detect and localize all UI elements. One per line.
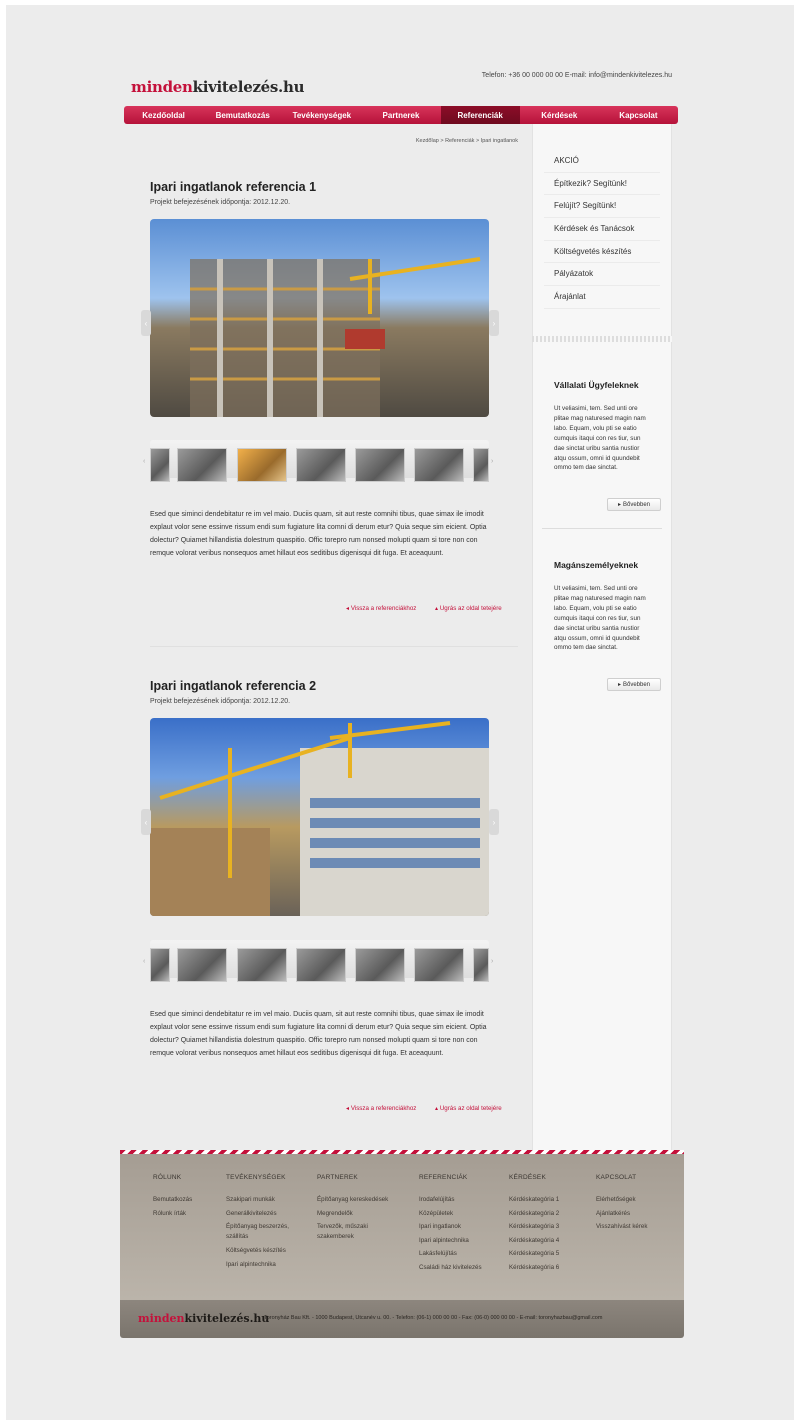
- slider-prev-arrow[interactable]: [141, 310, 151, 336]
- footer-link[interactable]: Ipari alpintechnika: [419, 1236, 469, 1244]
- footer-link[interactable]: Rólunk írták: [153, 1209, 187, 1217]
- footer-link[interactable]: Kérdéskategória 1: [509, 1196, 560, 1203]
- chevron-left-icon: ‹: [144, 318, 148, 328]
- side-box-text: Ut veliasimi, tem. Sed unti ore plitae mag naturesed magin nam labo. Equam, volu pti se eatio cumquis itaqui con res tiur, sun dae sinctat uribu santia nustior atqu ossum, omni id quundebit ommo tem dae sinctat.: [554, 585, 646, 652]
- logo-part-dark: kivitelezés.hu: [192, 78, 305, 96]
- logo-part-dark: kivitelezés.hu: [184, 1312, 270, 1325]
- entry-title: Ipari ingatlanok referencia 2: [150, 679, 317, 693]
- footer-link[interactable]: Kérdéskategória 2: [509, 1209, 560, 1217]
- entry-photo: [150, 219, 489, 417]
- chevron-right-icon: ›: [492, 318, 496, 328]
- footer-link[interactable]: Visszahívást kérek: [596, 1223, 648, 1230]
- side-menu-item-koltsegvetes[interactable]: Költségvetés készítés: [544, 241, 660, 264]
- site-logo[interactable]: [131, 78, 304, 96]
- thumbnail[interactable]: [414, 448, 464, 482]
- play-icon: ▸: [617, 502, 621, 508]
- footer-link[interactable]: Generálkivitelezés: [226, 1209, 277, 1217]
- logo-part-red: minden: [131, 78, 193, 96]
- footer-logo[interactable]: [138, 1312, 269, 1325]
- side-menu-item-epitkezik[interactable]: Építkezik? Segítünk!: [544, 173, 660, 196]
- side-box-vallalati: [544, 380, 664, 473]
- thumbnail-strip: [143, 940, 494, 978]
- footer-bottom-bar: [120, 1300, 684, 1338]
- footer-link[interactable]: Lakásfelújítás: [419, 1250, 457, 1257]
- play-icon: ▸: [617, 682, 621, 688]
- thumbnail[interactable]: [177, 948, 227, 982]
- entry-text: Esed que siminci dendebitatur re im vel maio. Duciis quam, sit aut reste comnihi tibus, quae simax ile imodit explaut volor sene essinve rissum endi sum fugiature lita comni di derum etur? Quia seque sim eicient. Optia dolectur? Quiamet hillandistia dolestrum quaspitio. Offic torepro rum nonsed molupti quam si tore non con remque volorat veribus nonsequos amet hillaut eos seditibus digenisqui dit fuga. Et aceaquunt.: [150, 511, 487, 557]
- nav-item-kerdesek[interactable]: Kérdések: [541, 110, 578, 120]
- footer-address: Toronyház Bau Kft. - 1000 Budapest, Utcanév u. 00. - Telefon: (06-1) 000 00 00 - Fax: (06-0) 000 00 00 - E-mail: toronyhazbau@gmail.com: [264, 1315, 603, 1321]
- header-contact: Telefon: +36 00 000 00 00 E-mail: info@mindenkivitelezes.hu: [481, 72, 672, 79]
- chevron-left-icon: ‹: [144, 817, 148, 827]
- footer-link[interactable]: Kérdéskategória 3: [509, 1223, 560, 1230]
- thumbnail[interactable]: [355, 948, 405, 982]
- nav-item-partnerek[interactable]: Partnerek: [382, 110, 420, 120]
- footer-link[interactable]: Családi ház kivitelezés: [419, 1263, 482, 1271]
- entry-divider: [150, 646, 518, 647]
- footer-column-title: REFERENCIÁK: [419, 1174, 468, 1181]
- side-box-title: Magánszemélyeknek: [554, 560, 639, 570]
- side-menu-item-palyazatok[interactable]: Pályázatok: [544, 263, 660, 286]
- chevron-right-icon[interactable]: ›: [491, 958, 494, 965]
- footer-link[interactable]: Költségvetés készítés: [226, 1247, 286, 1254]
- footer-column-rolunk: [153, 1174, 192, 1220]
- footer-column-title: RÓLUNK: [153, 1174, 182, 1181]
- more-button-maganszemelyek[interactable]: [607, 678, 661, 691]
- footer-link[interactable]: Középületek: [419, 1209, 454, 1217]
- thumbnail[interactable]: [296, 448, 346, 482]
- footer-link[interactable]: Kérdéskategória 6: [509, 1263, 560, 1271]
- footer-column-title: TEVÉKENYSÉGEK: [226, 1174, 286, 1181]
- footer-link[interactable]: Kérdéskategória 4: [509, 1236, 560, 1244]
- main-nav: [124, 106, 678, 124]
- side-box-divider: [542, 528, 662, 529]
- back-to-references-link[interactable]: ◂ Vissza a referenciákhoz: [346, 605, 417, 612]
- more-button-vallalati[interactable]: [607, 498, 661, 511]
- thumbnail[interactable]: [473, 948, 489, 982]
- nav-item-bemutatkozas[interactable]: Bemutatkozás: [215, 110, 270, 120]
- footer-column-title: PARTNEREK: [317, 1174, 358, 1181]
- chevron-left-icon[interactable]: ‹: [143, 958, 146, 965]
- thumbnail[interactable]: [150, 948, 170, 982]
- entry-text: Esed que siminci dendebitatur re im vel maio. Duciis quam, sit aut reste comnihi tibus, quae simax ile imodit explaut volor sene essinve rissum endi sum fugiature lita comni di derum etur? Quia seque sim eicient. Optia dolectur? Quiamet hillandistia dolestrum quaspitio. Offic torepro rum nonsed molupti quam si tore non con remque volorat veribus nonsequos amet hillaut eos seditibus digenisqui dit fuga. Et aceaquunt.: [150, 1011, 487, 1057]
- footer-link[interactable]: Építőanyag beszerzés, szállítás: [226, 1223, 289, 1240]
- back-to-references-link[interactable]: ◂ Vissza a referenciákhoz: [346, 1105, 417, 1112]
- construction-image: [150, 718, 489, 916]
- entry-photo: [150, 718, 489, 916]
- footer-column-referenciak: [419, 1174, 482, 1274]
- back-to-top-link[interactable]: ▴ Ugrás az oldal tetejére: [435, 605, 502, 612]
- side-menu-item-arajanlat[interactable]: Árajánlat: [544, 286, 660, 309]
- entry-title: Ipari ingatlanok referencia 1: [150, 180, 317, 194]
- footer-link[interactable]: Bemutatkozás: [153, 1196, 193, 1203]
- footer: [120, 1154, 684, 1300]
- footer-link[interactable]: Ajánlatkérés: [596, 1209, 631, 1217]
- back-to-top-link[interactable]: ▴ Ugrás az oldal tetejére: [435, 1105, 502, 1112]
- entry-date: Projekt befejezésének időpontja: 2012.12.20.: [150, 199, 291, 206]
- chevron-left-icon[interactable]: ‹: [143, 458, 146, 465]
- footer-link[interactable]: Megrendelők: [317, 1209, 353, 1217]
- footer-link[interactable]: Irodafelújítás: [419, 1196, 455, 1203]
- footer-column-kerdesek: [509, 1174, 559, 1274]
- chevron-right-icon: ›: [492, 817, 496, 827]
- nav-item-referenciak[interactable]: Referenciák: [441, 106, 520, 124]
- logo-part-red: minden: [138, 1312, 185, 1325]
- side-menu-item-felujit[interactable]: Felújít? Segítünk!: [544, 195, 660, 218]
- thumbnail[interactable]: [177, 448, 227, 482]
- footer-column-partnerek: [317, 1174, 403, 1242]
- footer-column-tevekenysegek: [226, 1174, 306, 1271]
- slider-next-arrow[interactable]: [489, 809, 499, 835]
- footer-link[interactable]: Kérdéskategória 5: [509, 1250, 560, 1257]
- side-box-text: Ut veliasimi, tem. Sed unti ore plitae mag naturesed magin nam labo. Equam, volu pti se eatio cumquis itaqui con res tiur, sun dae sinctat uribu santia nustior atqu ossum, omni id quundebit ommo tem dae sinctat.: [554, 405, 646, 472]
- side-menu: [544, 150, 660, 309]
- slider-prev-arrow[interactable]: [141, 809, 151, 835]
- footer-link[interactable]: Tervezők, műszaki szakemberek: [317, 1223, 368, 1240]
- sidebar-divider: [532, 336, 672, 342]
- footer-column-kapcsolat: [596, 1174, 647, 1234]
- footer-link[interactable]: Építőanyag kereskedések: [317, 1196, 389, 1203]
- thumbnail[interactable]: [150, 448, 170, 482]
- nav-item-kezdooldal[interactable]: Kezdőoldal: [142, 110, 185, 120]
- thumbnail[interactable]: [414, 948, 464, 982]
- construction-image: [150, 219, 489, 417]
- more-button-label: Bővebben: [622, 681, 651, 688]
- slider-next-arrow[interactable]: [489, 310, 499, 336]
- footer-column-title: KÉRDÉSEK: [509, 1174, 547, 1181]
- footer-link[interactable]: Ipari ingatlanok: [419, 1223, 461, 1230]
- nav-item-tevekenysegek[interactable]: Tevékenységek: [292, 110, 352, 120]
- nav-item-kapcsolat[interactable]: Kapcsolat: [619, 110, 658, 120]
- footer-column-title: KAPCSOLAT: [596, 1174, 637, 1181]
- side-box-title: Vállalati Ügyfeleknek: [554, 380, 639, 390]
- chevron-right-icon[interactable]: ›: [491, 458, 494, 465]
- thumbnail[interactable]: [473, 448, 489, 482]
- more-button-label: Bővebben: [622, 501, 651, 508]
- footer-link[interactable]: Ipari alpintechnika: [226, 1260, 276, 1268]
- thumbnail-selected[interactable]: [237, 448, 287, 482]
- thumbnail[interactable]: [355, 448, 405, 482]
- thumbnail-strip: [143, 440, 494, 478]
- entry-date: Projekt befejezésének időpontja: 2012.12.20.: [150, 698, 291, 705]
- side-menu-item-kerdesek[interactable]: Kérdések és Tanácsok: [544, 218, 660, 241]
- breadcrumb[interactable]: Kezdőlap > Referenciák > Ipari ingatlanok: [415, 138, 518, 144]
- footer-link[interactable]: Elérhetőségek: [596, 1196, 636, 1203]
- side-menu-item-akcio[interactable]: AKCIÓ: [544, 150, 660, 173]
- side-box-maganszemelyek: [544, 560, 664, 653]
- footer-link[interactable]: Szakipari munkák: [226, 1196, 275, 1203]
- thumbnail[interactable]: [296, 948, 346, 982]
- thumbnail[interactable]: [237, 948, 287, 982]
